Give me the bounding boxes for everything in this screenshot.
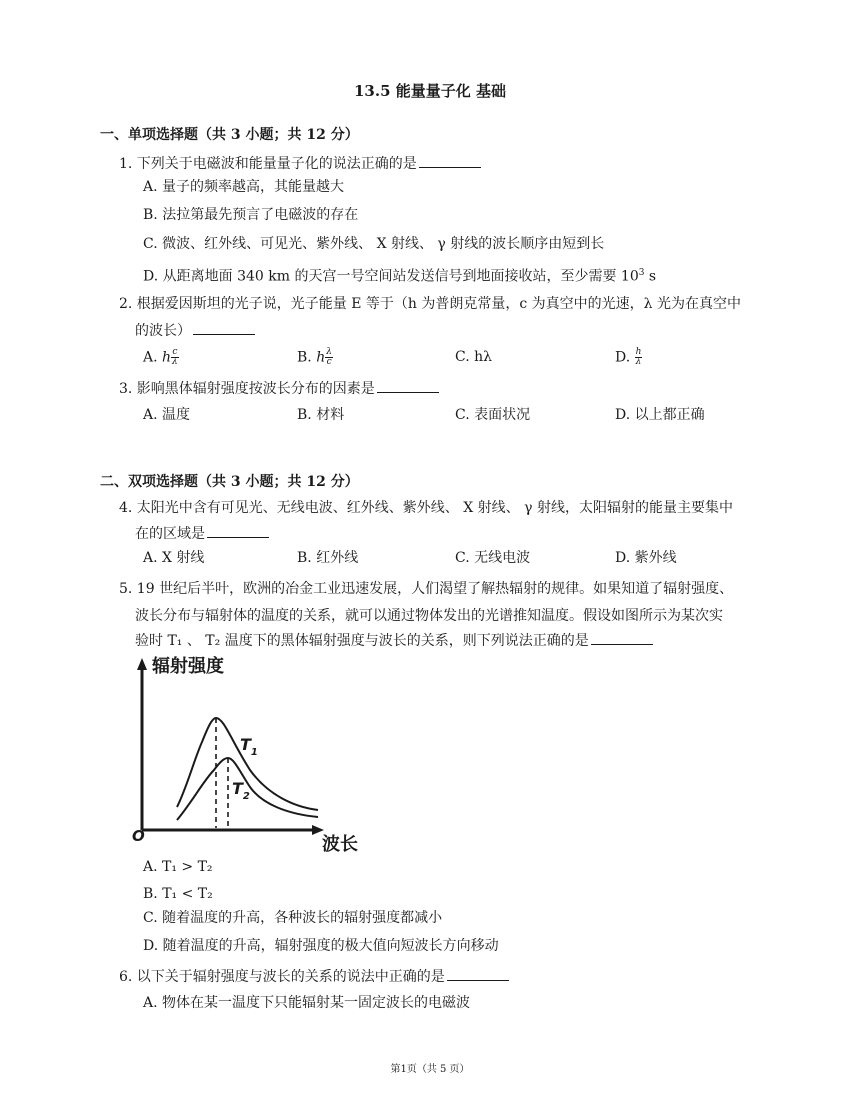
- question-3-option-a: A. 温度: [143, 407, 191, 423]
- question-2-text: 的波长）: [135, 323, 191, 339]
- question-2-stem-line-1: 2. 根据爱因斯坦的光子说，光子能量 E 等于（h 为普朗克常量，c 为真空中的光速，λ 光为在真空中: [119, 296, 742, 312]
- question-1-text: 1. 下列关于电磁波和能量量子化的说法正确的是: [119, 156, 417, 172]
- question-6-stem: [119, 968, 509, 986]
- answer-blank: [193, 322, 255, 335]
- question-4-text: 在的区域是: [135, 526, 205, 542]
- section-heading-double-choice: 二、双项选择题（共 3 小题；共 12 分）: [100, 474, 359, 490]
- fraction-denominator: λ: [172, 357, 178, 367]
- option-label: B.: [297, 349, 312, 366]
- answer-blank: [447, 968, 509, 981]
- x-axis-label: 波长: [322, 834, 358, 855]
- question-4-option-d: D. 紫外线: [615, 550, 677, 566]
- option-label: D.: [615, 349, 631, 366]
- question-3-option-d: D. 以上都正确: [615, 407, 705, 423]
- question-4-stem-line-1: 4. 太阳光中含有可见光、无线电波、红外线、紫外线、 X 射线、 γ 射线，太阳辐射的能量主要集中: [119, 500, 733, 516]
- page-title: 13.5 能量量子化 基础: [354, 82, 506, 100]
- answer-blank: [377, 380, 439, 393]
- question-3-option-b: B. 材料: [297, 407, 345, 423]
- question-5-option-c: C. 随着温度的升高，各种波长的辐射强度都减小: [143, 910, 443, 926]
- curve-t1-subscript: 1: [250, 747, 258, 758]
- origin-label: O: [132, 827, 145, 845]
- question-3-stem: [119, 380, 439, 398]
- question-4-stem-line-2: [135, 525, 269, 543]
- fraction-numerator: λ: [326, 347, 332, 357]
- question-4-option-c: C. 无线电波: [455, 550, 531, 566]
- question-5-stem-line-2: 波长分布与辐射体的温度的关系，就可以通过物体发出的光谱推知温度。假设如图所示为某次实: [135, 608, 723, 624]
- answer-blank: [591, 632, 653, 645]
- fraction: [325, 348, 333, 367]
- fraction-denominator: λ: [635, 357, 642, 367]
- question-2-option-b: [297, 348, 333, 367]
- planck-symbol: h: [316, 349, 326, 366]
- question-1-option-d-exponent: 3: [638, 268, 645, 278]
- option-label: A.: [143, 349, 158, 366]
- answer-blank: [419, 155, 481, 168]
- question-1-option-d-text: D. 从距离地面 340 km 的天宫一号空间站发送信号到地面接收站，至少需要 10: [143, 268, 639, 285]
- question-5-stem-line-1: 5. 19 世纪后半叶，欧洲的冶金工业迅速发展，人们渴望了解热辐射的规律。如果知道了辐射强度、: [119, 581, 734, 597]
- question-1-option-a: A. 量子的频率越高，其能量越大: [143, 179, 345, 195]
- curve-t2-symbol: T: [232, 779, 243, 798]
- question-6-text: 6. 以下关于辐射强度与波长的关系的说法中正确的是: [119, 969, 445, 985]
- question-5-text: 验时 T₁ 、 T₂ 温度下的黑体辐射强度与波长的关系，则下列说法正确的是: [135, 633, 589, 649]
- fraction-numerator: c: [172, 347, 178, 357]
- question-1-option-b: B. 法拉第最先预言了电磁波的存在: [143, 207, 359, 223]
- question-5-stem-line-3: [135, 632, 653, 650]
- blackbody-radiation-figure: [132, 652, 362, 862]
- question-2-option-c: C. hλ: [455, 349, 493, 365]
- question-5-option-d: D. 随着温度的升高，辐射强度的极大值向短波长方向移动: [143, 938, 499, 954]
- question-6-option-a: A. 物体在某一温度下只能辐射某一固定波长的电磁波: [143, 995, 471, 1011]
- question-4-option-b: B. 红外线: [297, 550, 359, 566]
- question-1-option-d-unit: s: [644, 268, 657, 285]
- curve-t2-subscript: 2: [242, 791, 250, 802]
- curve-t1-symbol: T: [240, 735, 251, 754]
- answer-blank: [207, 525, 269, 538]
- question-2-option-d: [615, 348, 642, 367]
- question-3-option-c: C. 表面状况: [455, 407, 531, 423]
- question-1-option-d: [143, 264, 656, 286]
- question-2-option-a: [143, 348, 179, 367]
- page-footer: 第1页（共 5 页）: [390, 1064, 470, 1075]
- question-4-option-a: A. X 射线: [143, 550, 205, 566]
- question-5-option-b: B. T₁ < T₂: [143, 886, 213, 902]
- y-axis-label: 辐射强度: [152, 656, 224, 677]
- fraction: [635, 348, 643, 367]
- question-2-stem-line-2: [135, 322, 255, 340]
- fraction-numerator: h: [635, 347, 642, 357]
- question-1-stem: [119, 155, 481, 173]
- section-heading-single-choice: 一、单项选择题（共 3 小题；共 12 分）: [100, 127, 359, 143]
- question-5-option-a: A. T₁ > T₂: [143, 859, 213, 875]
- fraction-denominator: c: [326, 357, 332, 367]
- question-1-option-c: C. 微波、红外线、可见光、紫外线、 X 射线、 γ 射线的波长顺序由短到长: [143, 236, 605, 252]
- question-3-text: 3. 影响黑体辐射强度按波长分布的因素是: [119, 381, 375, 397]
- curve-t1-label: [240, 735, 258, 758]
- y-axis-arrow-icon: [137, 658, 147, 670]
- planck-symbol: h: [162, 349, 172, 366]
- fraction: [171, 348, 179, 367]
